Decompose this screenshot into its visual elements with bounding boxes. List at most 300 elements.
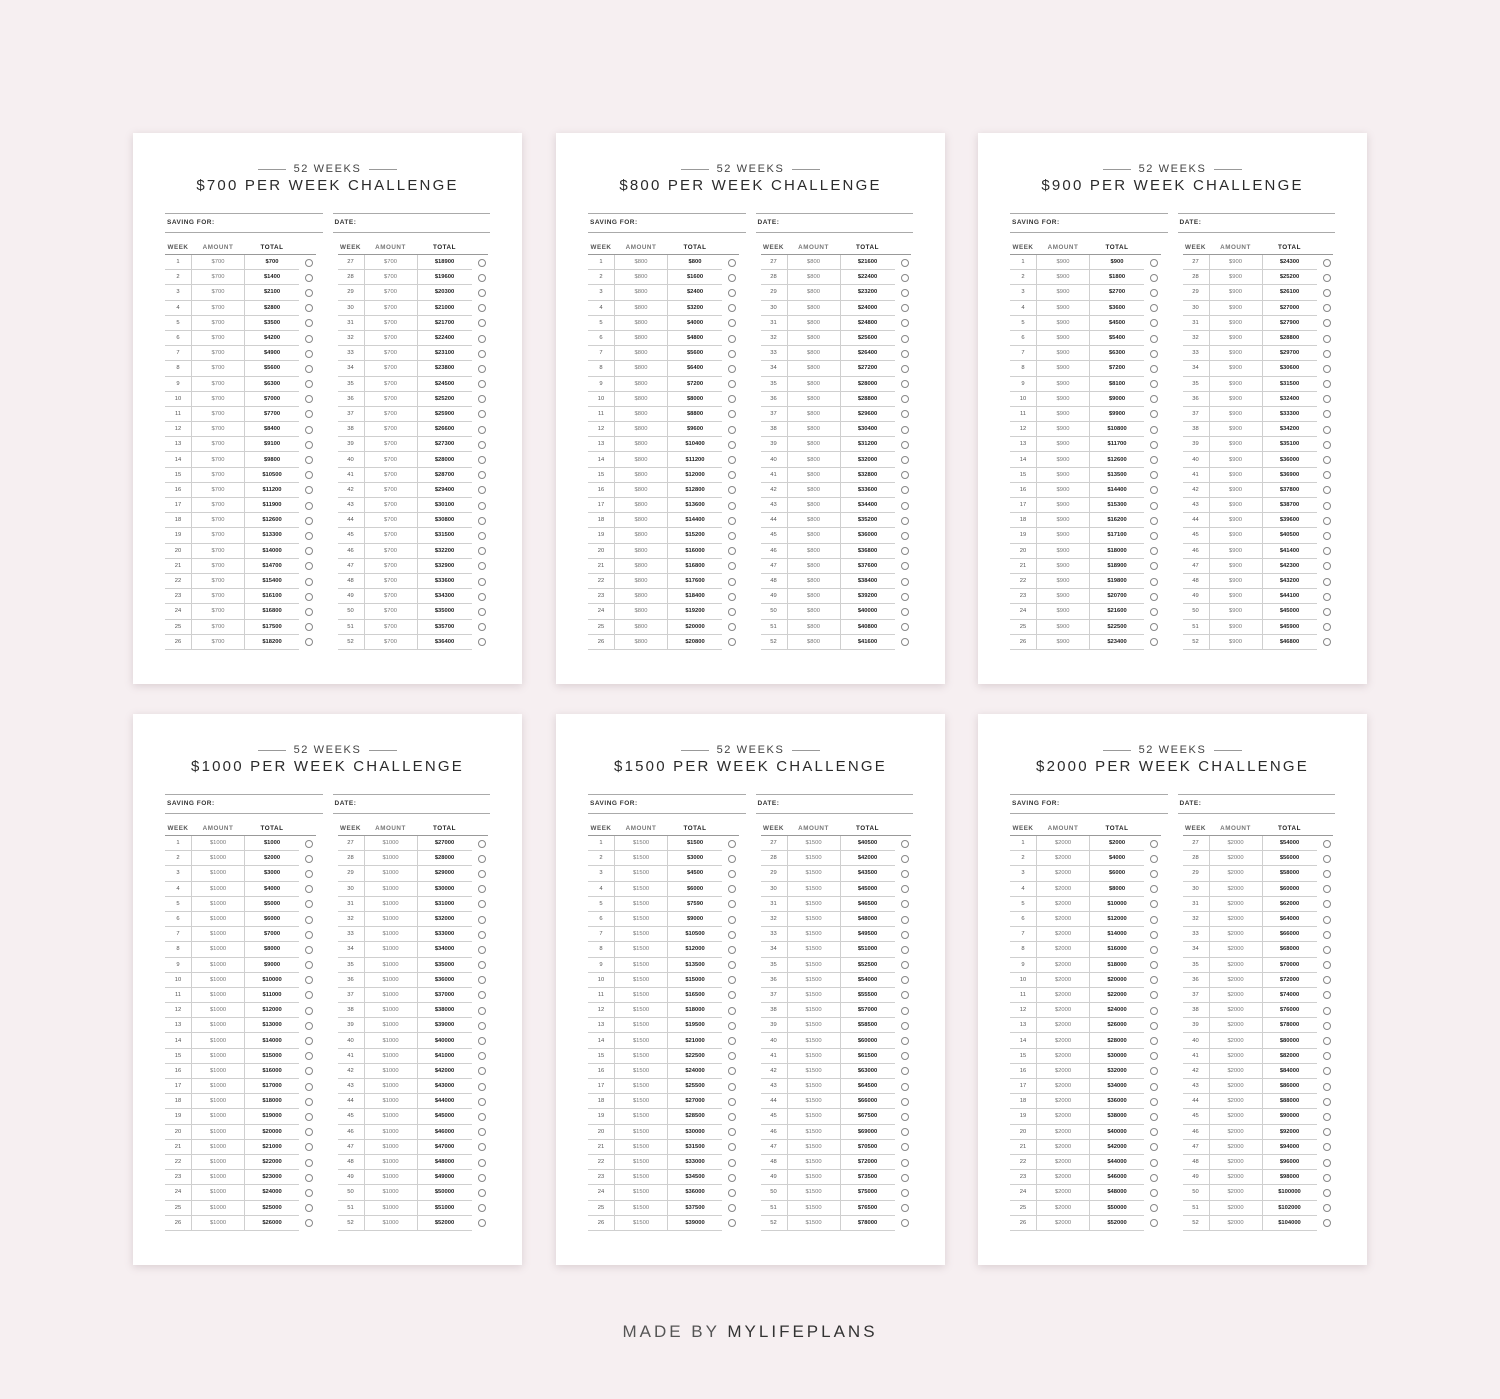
checkbox-circle[interactable] (1150, 840, 1158, 848)
checkbox-circle[interactable] (478, 855, 486, 863)
checkbox-circle[interactable] (478, 335, 486, 343)
checkbox-circle[interactable] (728, 1174, 736, 1182)
checkbox-circle[interactable] (478, 426, 486, 434)
checkbox-circle[interactable] (305, 1037, 313, 1045)
checkbox-circle[interactable] (728, 502, 736, 510)
checkbox-circle[interactable] (901, 395, 909, 403)
checkbox-circle[interactable] (305, 562, 313, 570)
checkbox-circle[interactable] (901, 931, 909, 939)
checkbox-circle[interactable] (901, 638, 909, 646)
checkbox-circle[interactable] (478, 547, 486, 555)
checkbox-circle[interactable] (728, 1007, 736, 1015)
checkbox-circle[interactable] (901, 259, 909, 267)
checkbox-circle[interactable] (1323, 1007, 1331, 1015)
checkbox-circle[interactable] (305, 608, 313, 616)
checkbox-circle[interactable] (1323, 547, 1331, 555)
checkbox-circle[interactable] (305, 410, 313, 418)
checkbox-circle[interactable] (1150, 638, 1158, 646)
checkbox-circle[interactable] (1150, 1007, 1158, 1015)
checkbox-circle[interactable] (1323, 365, 1331, 373)
checkbox-circle[interactable] (901, 885, 909, 893)
checkbox-circle[interactable] (1323, 623, 1331, 631)
checkbox-circle[interactable] (478, 562, 486, 570)
checkbox-circle[interactable] (901, 1037, 909, 1045)
checkbox-circle[interactable] (478, 1098, 486, 1106)
checkbox-circle[interactable] (1150, 335, 1158, 343)
checkbox-circle[interactable] (728, 562, 736, 570)
checkbox-circle[interactable] (478, 1189, 486, 1197)
checkbox-circle[interactable] (1323, 456, 1331, 464)
checkbox-circle[interactable] (1150, 1037, 1158, 1045)
checkbox-circle[interactable] (305, 855, 313, 863)
checkbox-circle[interactable] (305, 350, 313, 358)
checkbox-circle[interactable] (1323, 946, 1331, 954)
checkbox-circle[interactable] (1323, 335, 1331, 343)
checkbox-circle[interactable] (901, 976, 909, 984)
checkbox-circle[interactable] (1323, 350, 1331, 358)
checkbox-circle[interactable] (478, 517, 486, 525)
checkbox-circle[interactable] (305, 1083, 313, 1091)
checkbox-circle[interactable] (478, 532, 486, 540)
checkbox-circle[interactable] (1150, 593, 1158, 601)
checkbox-circle[interactable] (901, 1128, 909, 1136)
checkbox-circle[interactable] (901, 946, 909, 954)
checkbox-circle[interactable] (1323, 395, 1331, 403)
checkbox-circle[interactable] (305, 1219, 313, 1227)
checkbox-circle[interactable] (901, 1219, 909, 1227)
checkbox-circle[interactable] (1323, 517, 1331, 525)
checkbox-circle[interactable] (1150, 486, 1158, 494)
saving-for-field[interactable]: SAVING FOR: (588, 794, 746, 814)
checkbox-circle[interactable] (305, 532, 313, 540)
checkbox-circle[interactable] (478, 1113, 486, 1121)
checkbox-circle[interactable] (1323, 1067, 1331, 1075)
checkbox-circle[interactable] (1323, 916, 1331, 924)
checkbox-circle[interactable] (305, 623, 313, 631)
checkbox-circle[interactable] (478, 471, 486, 479)
checkbox-circle[interactable] (1150, 931, 1158, 939)
checkbox-circle[interactable] (478, 456, 486, 464)
checkbox-circle[interactable] (478, 1143, 486, 1151)
checkbox-circle[interactable] (1323, 1219, 1331, 1227)
checkbox-circle[interactable] (305, 885, 313, 893)
checkbox-circle[interactable] (1323, 319, 1331, 327)
checkbox-circle[interactable] (728, 289, 736, 297)
date-field[interactable]: DATE: (756, 794, 914, 814)
checkbox-circle[interactable] (478, 608, 486, 616)
checkbox-circle[interactable] (305, 502, 313, 510)
saving-for-field[interactable]: SAVING FOR: (588, 213, 746, 233)
checkbox-circle[interactable] (1150, 623, 1158, 631)
checkbox-circle[interactable] (478, 638, 486, 646)
checkbox-circle[interactable] (305, 365, 313, 373)
checkbox-circle[interactable] (478, 1219, 486, 1227)
checkbox-circle[interactable] (1150, 441, 1158, 449)
checkbox-circle[interactable] (1323, 471, 1331, 479)
checkbox-circle[interactable] (728, 1037, 736, 1045)
checkbox-circle[interactable] (901, 1083, 909, 1091)
checkbox-circle[interactable] (728, 1189, 736, 1197)
checkbox-circle[interactable] (728, 976, 736, 984)
checkbox-circle[interactable] (305, 319, 313, 327)
checkbox-circle[interactable] (478, 1067, 486, 1075)
checkbox-circle[interactable] (1150, 1143, 1158, 1151)
checkbox-circle[interactable] (305, 335, 313, 343)
checkbox-circle[interactable] (728, 855, 736, 863)
checkbox-circle[interactable] (1323, 1204, 1331, 1212)
checkbox-circle[interactable] (1323, 991, 1331, 999)
checkbox-circle[interactable] (1150, 900, 1158, 908)
checkbox-circle[interactable] (728, 441, 736, 449)
checkbox-circle[interactable] (728, 946, 736, 954)
checkbox-circle[interactable] (305, 1174, 313, 1182)
checkbox-circle[interactable] (901, 1113, 909, 1121)
checkbox-circle[interactable] (478, 885, 486, 893)
checkbox-circle[interactable] (728, 547, 736, 555)
checkbox-circle[interactable] (305, 1189, 313, 1197)
checkbox-circle[interactable] (901, 380, 909, 388)
checkbox-circle[interactable] (1323, 1128, 1331, 1136)
checkbox-circle[interactable] (1323, 532, 1331, 540)
checkbox-circle[interactable] (901, 870, 909, 878)
checkbox-circle[interactable] (1150, 961, 1158, 969)
checkbox-circle[interactable] (1150, 350, 1158, 358)
checkbox-circle[interactable] (1323, 1022, 1331, 1030)
checkbox-circle[interactable] (478, 961, 486, 969)
checkbox-circle[interactable] (901, 608, 909, 616)
checkbox-circle[interactable] (305, 289, 313, 297)
checkbox-circle[interactable] (478, 274, 486, 282)
checkbox-circle[interactable] (478, 623, 486, 631)
checkbox-circle[interactable] (478, 410, 486, 418)
checkbox-circle[interactable] (478, 593, 486, 601)
checkbox-circle[interactable] (1323, 1159, 1331, 1167)
checkbox-circle[interactable] (305, 593, 313, 601)
saving-for-field[interactable]: SAVING FOR: (1010, 794, 1168, 814)
checkbox-circle[interactable] (728, 486, 736, 494)
checkbox-circle[interactable] (901, 1098, 909, 1106)
checkbox-circle[interactable] (728, 1052, 736, 1060)
checkbox-circle[interactable] (1150, 608, 1158, 616)
checkbox-circle[interactable] (305, 976, 313, 984)
checkbox-circle[interactable] (1323, 304, 1331, 312)
checkbox-circle[interactable] (478, 931, 486, 939)
checkbox-circle[interactable] (478, 578, 486, 586)
checkbox-circle[interactable] (901, 1204, 909, 1212)
checkbox-circle[interactable] (728, 1143, 736, 1151)
checkbox-circle[interactable] (901, 623, 909, 631)
checkbox-circle[interactable] (1150, 1098, 1158, 1106)
checkbox-circle[interactable] (305, 931, 313, 939)
checkbox-circle[interactable] (728, 365, 736, 373)
checkbox-circle[interactable] (901, 319, 909, 327)
checkbox-circle[interactable] (305, 1022, 313, 1030)
checkbox-circle[interactable] (478, 289, 486, 297)
checkbox-circle[interactable] (305, 426, 313, 434)
checkbox-circle[interactable] (728, 517, 736, 525)
checkbox-circle[interactable] (1150, 426, 1158, 434)
checkbox-circle[interactable] (1150, 471, 1158, 479)
checkbox-circle[interactable] (1150, 562, 1158, 570)
checkbox-circle[interactable] (728, 471, 736, 479)
checkbox-circle[interactable] (728, 593, 736, 601)
checkbox-circle[interactable] (478, 1174, 486, 1182)
checkbox-circle[interactable] (901, 1174, 909, 1182)
checkbox-circle[interactable] (1150, 395, 1158, 403)
checkbox-circle[interactable] (1150, 1083, 1158, 1091)
checkbox-circle[interactable] (1150, 1113, 1158, 1121)
checkbox-circle[interactable] (1150, 365, 1158, 373)
checkbox-circle[interactable] (1323, 1113, 1331, 1121)
checkbox-circle[interactable] (901, 1067, 909, 1075)
checkbox-circle[interactable] (728, 961, 736, 969)
checkbox-circle[interactable] (901, 1022, 909, 1030)
checkbox-circle[interactable] (901, 335, 909, 343)
checkbox-circle[interactable] (1150, 517, 1158, 525)
checkbox-circle[interactable] (901, 365, 909, 373)
checkbox-circle[interactable] (478, 502, 486, 510)
checkbox-circle[interactable] (1323, 870, 1331, 878)
checkbox-circle[interactable] (728, 380, 736, 388)
checkbox-circle[interactable] (901, 532, 909, 540)
checkbox-circle[interactable] (305, 1143, 313, 1151)
checkbox-circle[interactable] (901, 855, 909, 863)
checkbox-circle[interactable] (1323, 486, 1331, 494)
checkbox-circle[interactable] (728, 456, 736, 464)
checkbox-circle[interactable] (901, 289, 909, 297)
checkbox-circle[interactable] (901, 274, 909, 282)
checkbox-circle[interactable] (1150, 502, 1158, 510)
checkbox-circle[interactable] (728, 1113, 736, 1121)
checkbox-circle[interactable] (478, 395, 486, 403)
checkbox-circle[interactable] (1150, 289, 1158, 297)
checkbox-circle[interactable] (901, 900, 909, 908)
checkbox-circle[interactable] (1150, 1022, 1158, 1030)
checkbox-circle[interactable] (305, 259, 313, 267)
checkbox-circle[interactable] (478, 900, 486, 908)
date-field[interactable]: DATE: (756, 213, 914, 233)
checkbox-circle[interactable] (305, 1204, 313, 1212)
checkbox-circle[interactable] (478, 486, 486, 494)
checkbox-circle[interactable] (1323, 638, 1331, 646)
checkbox-circle[interactable] (728, 840, 736, 848)
checkbox-circle[interactable] (728, 1159, 736, 1167)
checkbox-circle[interactable] (1323, 259, 1331, 267)
checkbox-circle[interactable] (1150, 855, 1158, 863)
checkbox-circle[interactable] (478, 304, 486, 312)
checkbox-circle[interactable] (1150, 456, 1158, 464)
checkbox-circle[interactable] (728, 335, 736, 343)
checkbox-circle[interactable] (305, 395, 313, 403)
checkbox-circle[interactable] (901, 441, 909, 449)
checkbox-circle[interactable] (1150, 1204, 1158, 1212)
checkbox-circle[interactable] (901, 593, 909, 601)
checkbox-circle[interactable] (901, 517, 909, 525)
checkbox-circle[interactable] (728, 623, 736, 631)
checkbox-circle[interactable] (1150, 885, 1158, 893)
checkbox-circle[interactable] (305, 1052, 313, 1060)
checkbox-circle[interactable] (478, 1022, 486, 1030)
checkbox-circle[interactable] (478, 1037, 486, 1045)
checkbox-circle[interactable] (728, 274, 736, 282)
checkbox-circle[interactable] (478, 1052, 486, 1060)
checkbox-circle[interactable] (1150, 304, 1158, 312)
checkbox-circle[interactable] (728, 426, 736, 434)
checkbox-circle[interactable] (305, 578, 313, 586)
date-field[interactable]: DATE: (333, 213, 491, 233)
checkbox-circle[interactable] (901, 304, 909, 312)
checkbox-circle[interactable] (901, 1189, 909, 1197)
checkbox-circle[interactable] (728, 1022, 736, 1030)
checkbox-circle[interactable] (1323, 976, 1331, 984)
checkbox-circle[interactable] (728, 410, 736, 418)
checkbox-circle[interactable] (478, 946, 486, 954)
checkbox-circle[interactable] (478, 1007, 486, 1015)
checkbox-circle[interactable] (1150, 1189, 1158, 1197)
checkbox-circle[interactable] (305, 456, 313, 464)
checkbox-circle[interactable] (1323, 840, 1331, 848)
checkbox-circle[interactable] (1150, 319, 1158, 327)
checkbox-circle[interactable] (728, 870, 736, 878)
checkbox-circle[interactable] (1323, 289, 1331, 297)
checkbox-circle[interactable] (901, 1143, 909, 1151)
checkbox-circle[interactable] (1150, 578, 1158, 586)
checkbox-circle[interactable] (305, 547, 313, 555)
checkbox-circle[interactable] (901, 471, 909, 479)
checkbox-circle[interactable] (901, 1159, 909, 1167)
checkbox-circle[interactable] (901, 486, 909, 494)
checkbox-circle[interactable] (728, 1204, 736, 1212)
checkbox-circle[interactable] (1150, 1052, 1158, 1060)
checkbox-circle[interactable] (305, 1098, 313, 1106)
checkbox-circle[interactable] (1323, 608, 1331, 616)
checkbox-circle[interactable] (1150, 976, 1158, 984)
checkbox-circle[interactable] (478, 365, 486, 373)
checkbox-circle[interactable] (1323, 961, 1331, 969)
checkbox-circle[interactable] (1323, 562, 1331, 570)
checkbox-circle[interactable] (1323, 1037, 1331, 1045)
checkbox-circle[interactable] (305, 441, 313, 449)
checkbox-circle[interactable] (1323, 380, 1331, 388)
checkbox-circle[interactable] (901, 916, 909, 924)
checkbox-circle[interactable] (305, 991, 313, 999)
checkbox-circle[interactable] (901, 456, 909, 464)
checkbox-circle[interactable] (305, 1067, 313, 1075)
checkbox-circle[interactable] (1323, 410, 1331, 418)
saving-for-field[interactable]: SAVING FOR: (1010, 213, 1168, 233)
checkbox-circle[interactable] (728, 885, 736, 893)
checkbox-circle[interactable] (478, 380, 486, 388)
checkbox-circle[interactable] (1150, 1067, 1158, 1075)
checkbox-circle[interactable] (728, 319, 736, 327)
checkbox-circle[interactable] (1323, 1143, 1331, 1151)
checkbox-circle[interactable] (305, 1128, 313, 1136)
checkbox-circle[interactable] (1323, 900, 1331, 908)
checkbox-circle[interactable] (728, 916, 736, 924)
checkbox-circle[interactable] (305, 840, 313, 848)
checkbox-circle[interactable] (728, 900, 736, 908)
checkbox-circle[interactable] (478, 1083, 486, 1091)
checkbox-circle[interactable] (901, 562, 909, 570)
saving-for-field[interactable]: SAVING FOR: (165, 794, 323, 814)
checkbox-circle[interactable] (728, 304, 736, 312)
checkbox-circle[interactable] (728, 608, 736, 616)
checkbox-circle[interactable] (1323, 274, 1331, 282)
checkbox-circle[interactable] (1323, 1174, 1331, 1182)
checkbox-circle[interactable] (305, 1159, 313, 1167)
checkbox-circle[interactable] (1150, 1174, 1158, 1182)
checkbox-circle[interactable] (478, 259, 486, 267)
checkbox-circle[interactable] (901, 426, 909, 434)
checkbox-circle[interactable] (728, 1219, 736, 1227)
checkbox-circle[interactable] (305, 638, 313, 646)
checkbox-circle[interactable] (305, 486, 313, 494)
checkbox-circle[interactable] (1150, 380, 1158, 388)
checkbox-circle[interactable] (728, 1067, 736, 1075)
checkbox-circle[interactable] (1150, 946, 1158, 954)
checkbox-circle[interactable] (305, 1007, 313, 1015)
checkbox-circle[interactable] (305, 304, 313, 312)
checkbox-circle[interactable] (1323, 855, 1331, 863)
checkbox-circle[interactable] (901, 1007, 909, 1015)
checkbox-circle[interactable] (1323, 502, 1331, 510)
checkbox-circle[interactable] (478, 991, 486, 999)
checkbox-circle[interactable] (728, 931, 736, 939)
checkbox-circle[interactable] (1150, 1159, 1158, 1167)
checkbox-circle[interactable] (728, 395, 736, 403)
checkbox-circle[interactable] (901, 991, 909, 999)
checkbox-circle[interactable] (728, 350, 736, 358)
checkbox-circle[interactable] (728, 578, 736, 586)
checkbox-circle[interactable] (478, 870, 486, 878)
checkbox-circle[interactable] (478, 976, 486, 984)
checkbox-circle[interactable] (478, 1128, 486, 1136)
checkbox-circle[interactable] (1150, 1128, 1158, 1136)
checkbox-circle[interactable] (478, 1204, 486, 1212)
checkbox-circle[interactable] (305, 274, 313, 282)
checkbox-circle[interactable] (478, 840, 486, 848)
checkbox-circle[interactable] (901, 547, 909, 555)
checkbox-circle[interactable] (1323, 441, 1331, 449)
checkbox-circle[interactable] (1150, 991, 1158, 999)
checkbox-circle[interactable] (901, 840, 909, 848)
checkbox-circle[interactable] (728, 638, 736, 646)
checkbox-circle[interactable] (1323, 578, 1331, 586)
checkbox-circle[interactable] (1150, 916, 1158, 924)
checkbox-circle[interactable] (901, 350, 909, 358)
checkbox-circle[interactable] (901, 578, 909, 586)
checkbox-circle[interactable] (478, 916, 486, 924)
checkbox-circle[interactable] (305, 870, 313, 878)
checkbox-circle[interactable] (728, 1098, 736, 1106)
checkbox-circle[interactable] (1323, 1098, 1331, 1106)
checkbox-circle[interactable] (478, 1159, 486, 1167)
checkbox-circle[interactable] (901, 961, 909, 969)
checkbox-circle[interactable] (728, 991, 736, 999)
date-field[interactable]: DATE: (1178, 213, 1336, 233)
checkbox-circle[interactable] (1150, 1219, 1158, 1227)
checkbox-circle[interactable] (728, 1128, 736, 1136)
checkbox-circle[interactable] (305, 961, 313, 969)
checkbox-circle[interactable] (305, 946, 313, 954)
date-field[interactable]: DATE: (1178, 794, 1336, 814)
date-field[interactable]: DATE: (333, 794, 491, 814)
checkbox-circle[interactable] (1150, 870, 1158, 878)
checkbox-circle[interactable] (305, 916, 313, 924)
checkbox-circle[interactable] (1323, 1189, 1331, 1197)
checkbox-circle[interactable] (1150, 410, 1158, 418)
checkbox-circle[interactable] (901, 410, 909, 418)
